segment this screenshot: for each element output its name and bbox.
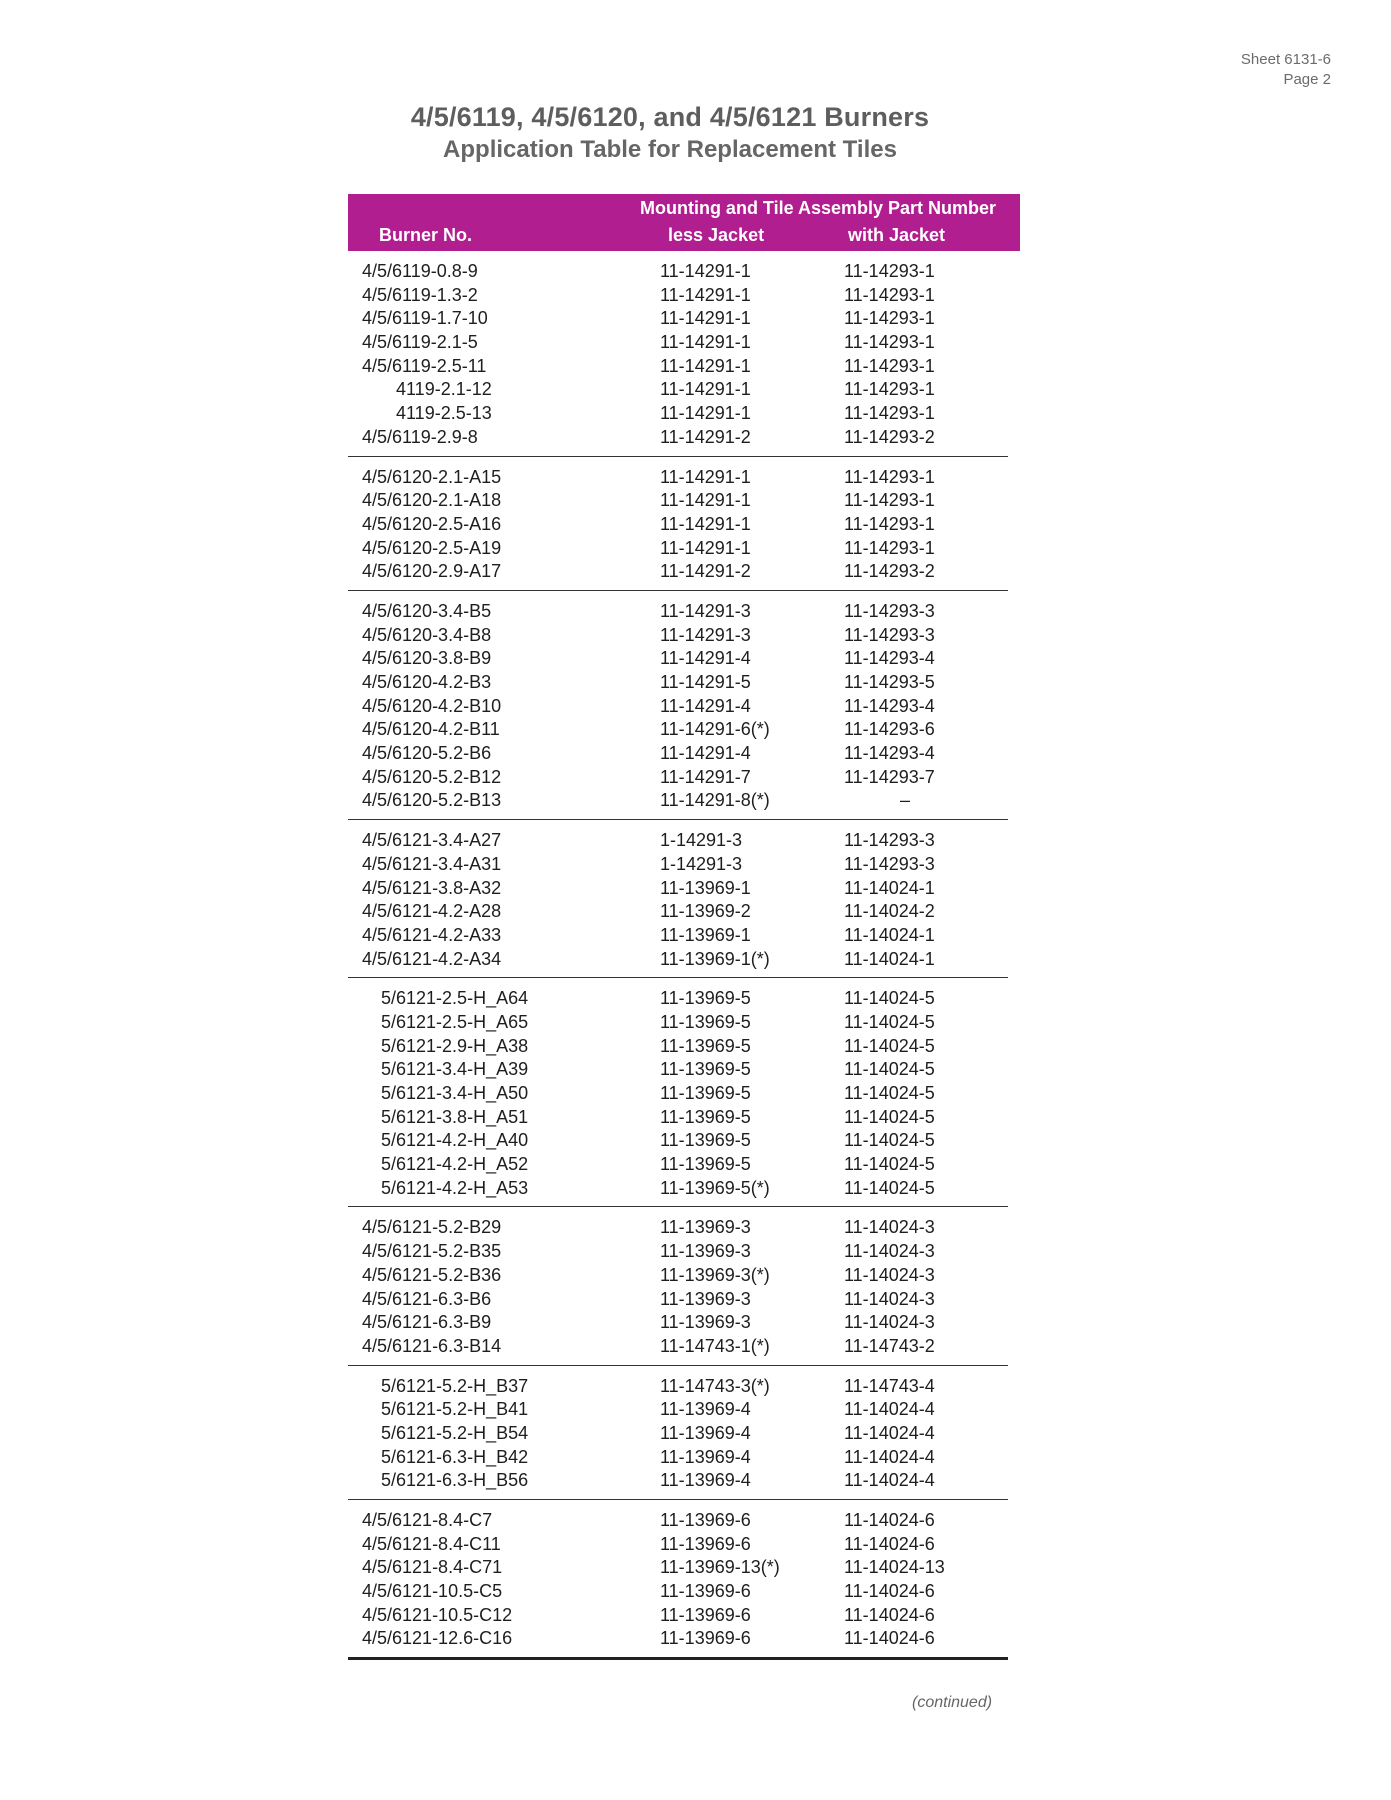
table-row: [348, 489, 1008, 513]
cell-with-jacket: 11-14024-1: [844, 924, 935, 945]
page-number: Page 2: [1283, 71, 1331, 88]
cell-with-jacket: 11-14293-1: [844, 355, 935, 376]
cell-with-jacket: 11-14024-3: [844, 1241, 935, 1262]
cell-with-jacket: 11-14293-4: [844, 743, 935, 764]
cell-burner-no: 4/5/6121-10.5-C12: [362, 1604, 513, 1625]
table-row: [348, 1335, 1008, 1359]
row-group: [348, 1207, 1008, 1365]
cell-less-jacket: 11-13969-3(*): [660, 1264, 770, 1285]
cell-with-jacket: 11-14293-1: [844, 513, 935, 534]
table-row: [348, 1422, 1008, 1446]
cell-with-jacket: 11-14293-1: [844, 379, 935, 400]
cell-with-jacket: 11-14293-3: [844, 624, 935, 645]
table-row: [348, 789, 1008, 813]
cell-less-jacket: 11-13969-5: [660, 1154, 751, 1175]
cell-less-jacket: 11-14291-1: [660, 466, 751, 487]
cell-with-jacket: 11-14024-6: [844, 1581, 935, 1602]
cell-burner-no: 4/5/6119-2.9-8: [362, 426, 478, 447]
table-row: [348, 1580, 1008, 1604]
table-row: [348, 1627, 1008, 1651]
cell-burner-no: 4/5/6119-1.7-10: [362, 308, 488, 329]
document-title: [0, 100, 1340, 166]
cell-burner-no: 5/6121-5.2-H_B41: [381, 1399, 529, 1420]
row-group: [348, 457, 1008, 591]
table-row: [348, 1058, 1008, 1082]
cell-burner-no: 4/5/6121-8.4-C71: [362, 1557, 503, 1578]
table-row: [348, 1035, 1008, 1059]
table-row: [348, 260, 1008, 284]
cell-with-jacket: 11-14024-1: [844, 877, 935, 898]
table-row: [348, 900, 1008, 924]
cell-less-jacket: 11-13969-5(*): [660, 1177, 770, 1198]
table-row: [348, 1011, 1008, 1035]
cell-with-jacket: 11-14024-5: [844, 1011, 935, 1032]
column-header-with-jacket: with Jacket: [848, 225, 946, 245]
cell-less-jacket: 11-14291-1: [660, 355, 751, 376]
cell-less-jacket: 11-13969-6: [660, 1533, 751, 1554]
cell-less-jacket: 11-14291-4: [660, 743, 751, 764]
cell-burner-no: 4/5/6120-3.4-B5: [362, 600, 492, 621]
cell-burner-no: 4119-2.1-12: [396, 379, 492, 400]
cell-burner-no: 4/5/6120-2.1-A15: [362, 466, 502, 487]
cell-with-jacket: 11-14293-3: [844, 600, 935, 621]
cell-with-jacket: 11-14024-3: [844, 1264, 935, 1285]
cell-burner-no: 4/5/6120-4.2-B3: [362, 672, 492, 692]
cell-with-jacket: 11-14024-4: [844, 1399, 935, 1420]
cell-less-jacket: 11-13969-4: [660, 1422, 751, 1443]
table-row: [348, 1129, 1008, 1153]
cell-burner-no: 4/5/6121-8.4-C7: [362, 1510, 493, 1530]
cell-with-jacket: 11-14024-3: [844, 1312, 935, 1333]
column-header-burner-no: Burner No.: [379, 225, 473, 245]
table-row: [348, 513, 1008, 537]
cell-burner-no: 4/5/6119-2.1-5: [362, 332, 478, 353]
cell-burner-no: 5/6121-2.5-H_A64: [381, 988, 529, 1009]
cell-with-jacket: 11-14293-7: [844, 766, 935, 787]
cell-less-jacket: 11-14291-4: [660, 695, 751, 716]
cell-burner-no: 5/6121-5.2-H_B54: [381, 1422, 529, 1443]
cell-burner-no: 4119-2.5-13: [396, 403, 492, 424]
cell-burner-no: 4/5/6121-4.2-A33: [362, 924, 502, 945]
cell-with-jacket: 11-14024-2: [844, 901, 935, 922]
cell-burner-no: 4/5/6120-5.2-B13: [362, 790, 502, 811]
cell-less-jacket: 11-13969-13(*): [660, 1557, 780, 1578]
table-row: [348, 695, 1008, 719]
cell-burner-no: 5/6121-3.8-H_A51: [381, 1106, 529, 1127]
cell-less-jacket: 11-13969-6: [660, 1581, 751, 1602]
cell-with-jacket: 11-14024-3: [844, 1217, 935, 1238]
cell-burner-no: 4/5/6121-3.4-A31: [362, 853, 502, 874]
cell-with-jacket: 11-14293-1: [844, 308, 935, 329]
cell-less-jacket: 11-13969-5: [660, 1083, 751, 1103]
cell-with-jacket: 11-14293-1: [844, 284, 935, 305]
table-row: [348, 647, 1008, 671]
cell-with-jacket: 11-14024-6: [844, 1533, 935, 1554]
cell-with-jacket: 11-14024-13: [844, 1557, 945, 1578]
cell-less-jacket: 11-13969-3: [660, 1288, 751, 1309]
cell-with-jacket: 11-14293-1: [844, 490, 935, 511]
cell-with-jacket: 11-14024-6: [844, 1510, 935, 1530]
cell-burner-no: 4/5/6120-2.5-A16: [362, 513, 502, 534]
cell-with-jacket: 11-14293-2: [844, 561, 935, 582]
cell-burner-no: 4/5/6121-5.2-B29: [362, 1217, 502, 1238]
cell-burner-no: 4/5/6120-5.2-B6: [362, 743, 492, 764]
table-row: [348, 718, 1008, 742]
cell-burner-no: 4/5/6119-0.8-9: [362, 261, 478, 281]
cell-burner-no: 4/5/6121-10.5-C5: [362, 1581, 503, 1602]
cell-with-jacket: 11-14024-5: [844, 1083, 935, 1103]
cell-with-jacket: 11-14024-5: [844, 1154, 935, 1175]
cell-with-jacket: 11-14293-2: [844, 426, 935, 447]
cell-burner-no: 5/6121-6.3-H_B42: [381, 1446, 529, 1467]
sheet-number: Sheet 6131-6: [1240, 51, 1331, 68]
cell-with-jacket: 11-14293-1: [844, 537, 935, 558]
cell-less-jacket: 1-14291-3: [660, 853, 743, 874]
cell-less-jacket: 11-14743-3(*): [660, 1375, 770, 1396]
title-line-1: 4/5/6119, 4/5/6120, and 4/5/6121 Burners: [410, 102, 930, 132]
cell-less-jacket: 11-13969-4: [660, 1470, 751, 1491]
cell-with-jacket: 11-14293-6: [844, 719, 935, 740]
table-row: [348, 924, 1008, 948]
cell-less-jacket: 11-13969-6: [660, 1604, 751, 1625]
table-row: [348, 1533, 1008, 1557]
row-group: [348, 1366, 1008, 1500]
cell-with-jacket: 11-14024-4: [844, 1422, 935, 1443]
cell-with-jacket: 11-14024-5: [844, 1059, 935, 1080]
cell-less-jacket: 1-14291-3: [660, 830, 743, 851]
group-header-part-number: Mounting and Tile Assembly Part Number: [639, 198, 997, 218]
cell-less-jacket: 11-14291-6(*): [660, 719, 770, 740]
table-row: [348, 853, 1008, 877]
application-table: [348, 194, 1020, 1660]
cell-with-jacket: 11-14024-6: [844, 1604, 935, 1625]
cell-less-jacket: 11-14291-1: [660, 537, 751, 558]
cell-burner-no: 4/5/6121-6.3-B9: [362, 1312, 492, 1333]
table-row: [348, 1375, 1008, 1399]
cell-burner-no: 4/5/6120-4.2-B11: [362, 719, 500, 740]
cell-less-jacket: 11-13969-2: [660, 901, 751, 922]
cell-burner-no: 4/5/6120-2.9-A17: [362, 561, 502, 582]
continued-note: (continued): [912, 1694, 993, 1711]
table-row: [348, 742, 1008, 766]
cell-less-jacket: 11-13969-4: [660, 1446, 751, 1467]
table-row: [348, 402, 1008, 426]
cell-less-jacket: 11-13969-3: [660, 1241, 751, 1262]
cell-burner-no: 4/5/6121-8.4-C11: [362, 1533, 501, 1554]
cell-burner-no: 4/5/6121-5.2-B36: [362, 1264, 502, 1285]
table-row: [348, 600, 1008, 624]
cell-with-jacket: 11-14024-4: [844, 1470, 935, 1491]
cell-burner-no: 5/6121-2.5-H_A65: [381, 1011, 529, 1032]
cell-less-jacket: 11-13969-6: [660, 1628, 751, 1649]
cell-burner-no: 5/6121-5.2-H_B37: [381, 1375, 529, 1396]
table-row: [348, 1216, 1008, 1240]
cell-burner-no: 4/5/6121-6.3-B14: [362, 1335, 502, 1356]
cell-with-jacket: 11-14743-4: [844, 1375, 935, 1396]
table-row: [348, 1082, 1008, 1106]
table-row: [348, 378, 1008, 402]
cell-less-jacket: 11-14291-1: [660, 284, 751, 305]
cell-less-jacket: 11-13969-5: [660, 1011, 751, 1032]
cell-with-jacket: 11-14293-5: [844, 672, 935, 692]
cell-less-jacket: 11-13969-1(*): [660, 948, 770, 969]
cell-less-jacket: 11-14291-5: [660, 672, 751, 692]
table-row: [348, 671, 1008, 695]
table-row: [348, 624, 1008, 648]
cell-burner-no: 5/6121-3.4-H_A50: [381, 1083, 529, 1103]
cell-with-jacket: 11-14024-4: [844, 1446, 935, 1467]
cell-less-jacket: 11-14291-2: [660, 561, 751, 582]
cell-burner-no: 5/6121-4.2-H_A40: [381, 1130, 529, 1151]
cell-burner-no: 5/6121-3.4-H_A39: [381, 1059, 529, 1080]
cell-with-jacket: –: [900, 790, 911, 811]
cell-less-jacket: 11-13969-5: [660, 988, 751, 1009]
table-row: [348, 466, 1008, 490]
cell-with-jacket: 11-14293-4: [844, 648, 935, 669]
table-row: [348, 1240, 1008, 1264]
cell-with-jacket: 11-14024-5: [844, 1177, 935, 1198]
cell-less-jacket: 11-13969-3: [660, 1312, 751, 1333]
cell-with-jacket: 11-14024-5: [844, 1106, 935, 1127]
cell-less-jacket: 11-14291-3: [660, 600, 751, 621]
cell-less-jacket: 11-14291-1: [660, 308, 751, 329]
cell-burner-no: 4/5/6121-4.2-A34: [362, 948, 502, 969]
table-row: [348, 331, 1008, 355]
cell-less-jacket: 11-14291-1: [660, 261, 751, 281]
table-row: [348, 560, 1008, 584]
cell-less-jacket: 11-13969-5: [660, 1130, 751, 1151]
cell-less-jacket: 11-13969-5: [660, 1059, 751, 1080]
table-row: [348, 1446, 1008, 1470]
cell-less-jacket: 11-14291-1: [660, 490, 751, 511]
cell-burner-no: 4/5/6120-4.2-B10: [362, 695, 502, 716]
sheet-reference: [1241, 50, 1331, 90]
table-row: [348, 766, 1008, 790]
cell-burner-no: 4/5/6121-12.6-C16: [362, 1628, 513, 1649]
table-row: [348, 1398, 1008, 1422]
cell-with-jacket: 11-14024-5: [844, 988, 935, 1009]
cell-burner-no: 4/5/6119-1.3-2: [362, 284, 478, 305]
cell-less-jacket: 11-14291-2: [660, 426, 751, 447]
cell-burner-no: 4/5/6120-5.2-B12: [362, 766, 502, 787]
cell-less-jacket: 11-13969-5: [660, 1035, 751, 1056]
row-group: [348, 978, 1008, 1207]
table-body: [348, 251, 1008, 1660]
cell-with-jacket: 11-14293-3: [844, 830, 935, 851]
table-row: [348, 1153, 1008, 1177]
cell-less-jacket: 11-14291-1: [660, 513, 751, 534]
row-group: [348, 591, 1008, 820]
cell-burner-no: 4/5/6121-5.2-B35: [362, 1241, 502, 1262]
table-row: [348, 829, 1008, 853]
column-header-less-jacket: less Jacket: [668, 225, 765, 245]
table-row: [348, 1106, 1008, 1130]
cell-less-jacket: 11-13969-1: [660, 924, 751, 945]
cell-less-jacket: 11-14291-4: [660, 648, 751, 669]
cell-burner-no: 4/5/6119-2.5-11: [362, 355, 487, 376]
cell-with-jacket: 11-14024-3: [844, 1288, 935, 1309]
cell-burner-no: 5/6121-6.3-H_B56: [381, 1470, 529, 1491]
cell-burner-no: 4/5/6120-3.4-B8: [362, 624, 492, 645]
cell-burner-no: 4/5/6120-3.8-B9: [362, 648, 492, 669]
cell-burner-no: 4/5/6121-3.8-A32: [362, 877, 502, 898]
cell-burner-no: 5/6121-4.2-H_A53: [381, 1177, 529, 1198]
cell-less-jacket: 11-14291-1: [660, 332, 751, 353]
cell-burner-no: 4/5/6121-3.4-A27: [362, 830, 502, 851]
table-row: [348, 307, 1008, 331]
cell-with-jacket: 11-14293-1: [844, 466, 935, 487]
table-row: [348, 537, 1008, 561]
table-row: [348, 355, 1008, 379]
title-line-2: Application Table for Replacement Tiles: [443, 136, 897, 163]
table-row: [348, 1604, 1008, 1628]
table-row: [348, 1509, 1008, 1533]
table-row: [348, 284, 1008, 308]
cell-burner-no: 5/6121-2.9-H_A38: [381, 1035, 529, 1056]
table-row: [348, 948, 1008, 972]
table-row: [348, 1177, 1008, 1201]
cell-with-jacket: 11-14293-1: [844, 261, 935, 281]
cell-burner-no: 4/5/6120-2.5-A19: [362, 537, 502, 558]
cell-with-jacket: 11-14293-3: [844, 853, 935, 874]
table-row: [348, 1288, 1008, 1312]
cell-with-jacket: 11-14024-5: [844, 1130, 935, 1151]
cell-less-jacket: 11-14291-3: [660, 624, 751, 645]
cell-less-jacket: 11-14291-1: [660, 403, 751, 424]
cell-burner-no: 4/5/6121-4.2-A28: [362, 901, 502, 922]
table-row: [348, 1264, 1008, 1288]
cell-less-jacket: 11-13969-1: [660, 877, 751, 898]
cell-less-jacket: 11-14291-1: [660, 379, 751, 400]
cell-with-jacket: 11-14743-2: [844, 1335, 935, 1356]
cell-less-jacket: 11-13969-3: [660, 1217, 751, 1238]
cell-less-jacket: 11-13969-4: [660, 1399, 751, 1420]
cell-with-jacket: 11-14024-6: [844, 1628, 935, 1649]
table-row: [348, 877, 1008, 901]
cell-burner-no: 5/6121-4.2-H_A52: [381, 1154, 529, 1175]
row-group: [348, 820, 1008, 978]
row-group: [348, 251, 1008, 457]
cell-burner-no: 4/5/6121-6.3-B6: [362, 1288, 492, 1309]
table-row: [348, 426, 1008, 450]
cell-less-jacket: 11-14291-8(*): [660, 790, 770, 811]
table-row: [348, 1469, 1008, 1493]
cell-less-jacket: 11-13969-6: [660, 1510, 751, 1530]
cell-with-jacket: 11-14024-5: [844, 1035, 935, 1056]
table-row: [348, 1556, 1008, 1580]
cell-less-jacket: 11-14291-7: [660, 766, 751, 787]
cell-with-jacket: 11-14293-4: [844, 695, 935, 716]
cell-with-jacket: 11-14293-1: [844, 403, 935, 424]
table-row: [348, 987, 1008, 1011]
table-header: [348, 194, 1020, 251]
cell-less-jacket: 11-14743-1(*): [660, 1335, 770, 1356]
cell-with-jacket: 11-14293-1: [844, 332, 935, 353]
cell-with-jacket: 11-14024-1: [844, 948, 935, 969]
row-group: [348, 1500, 1008, 1660]
table-row: [348, 1311, 1008, 1335]
cell-burner-no: 4/5/6120-2.1-A18: [362, 490, 502, 511]
cell-less-jacket: 11-13969-5: [660, 1106, 751, 1127]
